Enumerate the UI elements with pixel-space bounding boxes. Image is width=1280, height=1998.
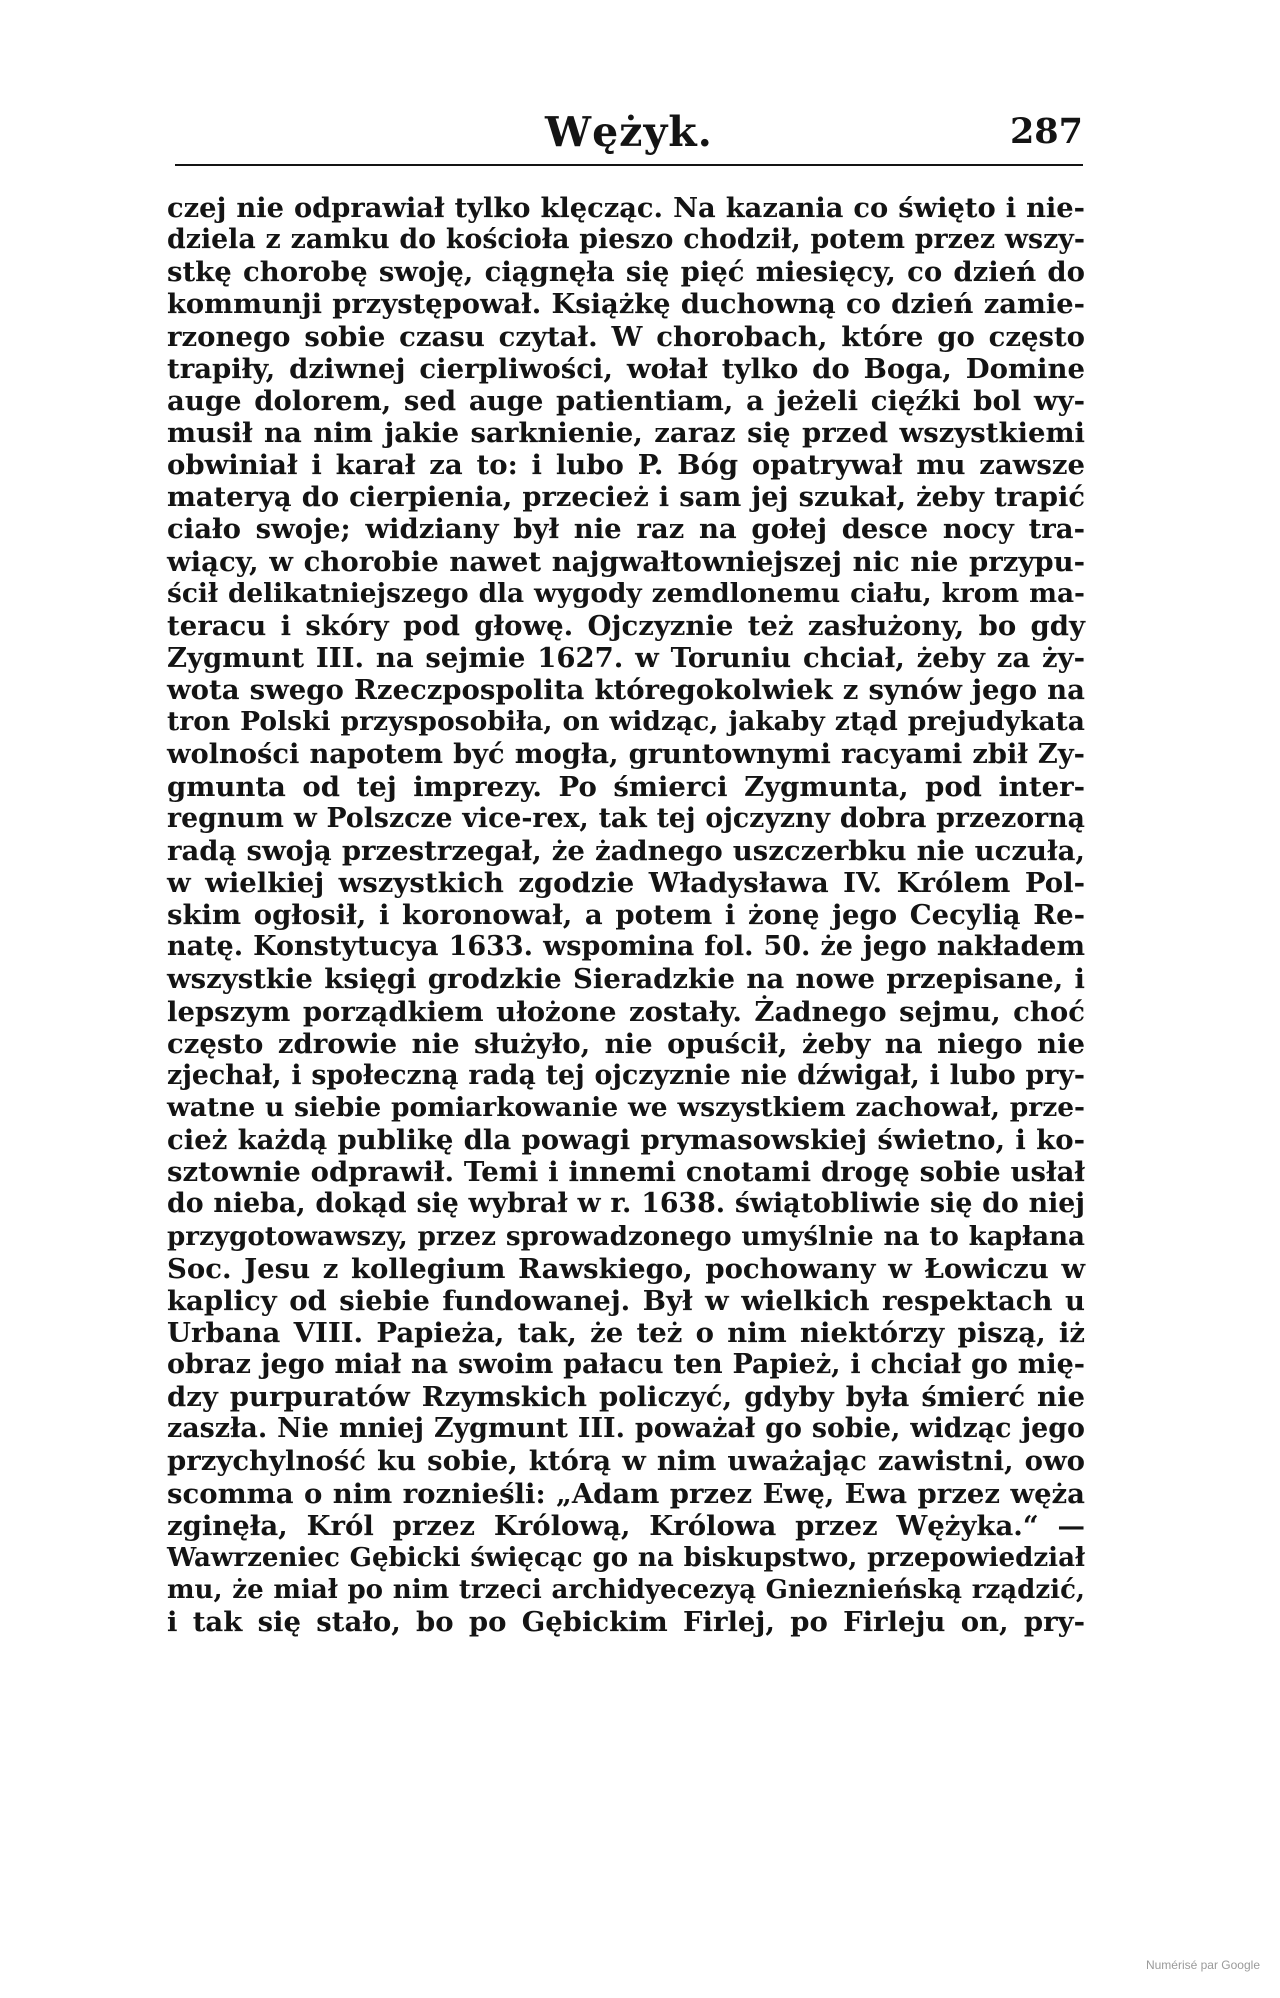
body-text [167, 192, 1085, 1638]
text-line: często zdrowie nie służyło, nie opuścił, żeby na niego nie [167, 1027, 1085, 1060]
text-line: wota swego Rzeczpospolita któregokolwiek z synów jego na [167, 674, 1085, 707]
text-line: stkę chorobę swoję, ciągnęła się pięć miesięcy, co dzień do [167, 256, 1085, 289]
text-line: zginęła, Król przez Królową, Królowa przez Wężyka.“ — [167, 1509, 1085, 1542]
text-line: ścił delikatniejszego dla wygody zemdlonemu ciału, krom ma- [167, 577, 1085, 609]
text-line: rzonego sobie czasu czytał. W chorobach, które go często [167, 320, 1085, 353]
text-line: wolności napotem być mogła, gruntownymi racyami zbił Zy- [167, 738, 1085, 771]
text-line: natę. Konstytucya 1633. wspomina fol. 50. że jego nakładem [167, 931, 1085, 963]
text-line: przygotowawszy, przez sprowadzonego umyślnie na to kapłana [167, 1220, 1085, 1252]
text-line: w wielkiej wszystkich zgodzie Władysława IV. Królem Pol- [167, 866, 1085, 899]
digitization-credit: Numérisé par Google [1145, 1958, 1260, 1972]
text-line: skim ogłosił, i koronował, a potem i żonę jego Cecylią Re- [167, 899, 1085, 932]
text-line: gmunta od tej imprezy. Po śmierci Zygmunta, pod inter- [167, 770, 1085, 803]
text-line: wiący, w chorobie nawet najgwałtowniejszej nic nie przypu- [167, 545, 1085, 578]
text-line: obraz jego miał na swoim pałacu ten Papież, i chciał go mię- [167, 1349, 1085, 1381]
text-line: musił na nim jakie sarknienie, zaraz się przed wszystkiemi [167, 416, 1085, 449]
text-line: zjechał, i społeczną radą tej ojczyznie nie dźwigał, i lubo pry- [167, 1059, 1085, 1091]
text-line: czej nie odprawiał tylko klęcząc. Na kazania co święto i nie- [167, 192, 1085, 224]
text-line: dzy purpuratów Rzymskich policzyć, gdyby była śmierć nie [167, 1381, 1085, 1414]
text-line: przychylność ku sobie, którą w nim uważając zawistni, owo [167, 1445, 1085, 1478]
text-line: radą swoją przestrzegał, że żadnego uszczerbku nie uczuła, [167, 834, 1085, 867]
text-line: kommunji przystępował. Książkę duchowną co dzień zamie- [167, 288, 1085, 321]
running-head [175, 104, 1083, 160]
header-rule [175, 164, 1083, 166]
text-line: trapiły, dziwnej cierpliwości, wołał tylko do Boga, Domine [167, 352, 1085, 385]
text-line: zaszła. Nie mniej Zygmunt III. poważał go sobie, widząc jego [167, 1413, 1085, 1445]
text-line: ciało swoje; widziany był nie raz na gołej desce nocy tra- [167, 513, 1085, 546]
text-line: Wawrzeniec Gębicki święcąc go na biskupstwo, przepowiedział [167, 1542, 1085, 1573]
text-line: auge dolorem, sed auge patientiam, a jeżeli cięźki bol wy- [167, 384, 1085, 417]
text-line: wszystkie księgi grodzkie Sieradzkie na nowe przepisane, i [167, 963, 1085, 996]
running-head-title: Wężyk. [545, 108, 713, 156]
text-line: kaplicy od siebie fundowanej. Był w wielkich respektach u [167, 1284, 1085, 1317]
page-number: 287 [1009, 111, 1083, 152]
text-line: dziela z zamku do kościoła pieszo chodził, potem przez wszy- [167, 224, 1085, 256]
text-line: do nieba, dokąd się wybrał w r. 1638. świątobliwie się do niej [167, 1188, 1085, 1220]
text-line: Zygmunt III. na sejmie 1627. w Toruniu chciał, żeby za ży- [167, 641, 1085, 674]
text-line: watne u siebie pomiarkowanie we wszystkiem zachował, prze- [167, 1091, 1085, 1123]
text-line: i tak się stało, bo po Gębickim Firlej, po Firleju on, pry- [167, 1606, 1085, 1639]
text-line: mu, że miał po nim trzeci archidyecezyą Gnieznieńską rządzić, [167, 1575, 1085, 1606]
text-line: sztownie odprawił. Temi i innemi cnotami drogę sobie usłał [167, 1156, 1085, 1189]
text-line: Urbana VIII. Papieża, tak, że też o nim niektórzy piszą, iż [167, 1316, 1085, 1349]
text-line: teracu i skóry pod głowę. Ojczyznie też zasłużony, bo gdy [167, 609, 1085, 642]
text-line: Soc. Jesu z kollegium Rawskiego, pochowany w Łowiczu w [167, 1252, 1085, 1285]
text-line: tron Polski przysposobiła, on widząc, jakaby ztąd prejudykata [167, 706, 1085, 738]
text-line: cież każdą publikę dla powagi prymasowskiej świetno, i ko- [167, 1124, 1085, 1157]
text-line: materyą do cierpienia, przecież i sam jej szukał, żeby trapić [167, 481, 1085, 514]
text-line: regnum w Polszcze vice-rex, tak tej ojczyzny dobra przezorną [167, 802, 1085, 834]
text-line: scomma o nim roznieśli: „Adam przez Ewę, Ewa przez węża [167, 1477, 1085, 1510]
text-line: lepszym porządkiem ułożone zostały. Żadnego sejmu, choć [167, 995, 1085, 1028]
text-line: obwiniał i karał za to: i lubo P. Bóg opatrywał mu zawsze [167, 449, 1085, 482]
